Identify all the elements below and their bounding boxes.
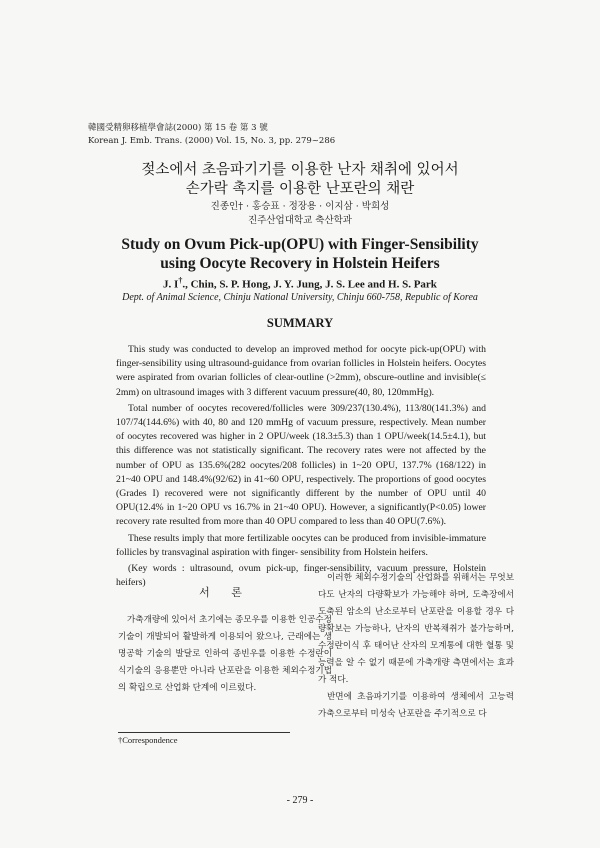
journal-line-english: Korean J. Emb. Trans. (2000) Vol. 15, No. 3, pp. 279~286 xyxy=(88,136,336,146)
korean-authors: 진종인† · 홍승표 · 정장용 · 이지삼 · 박희성 xyxy=(210,201,390,212)
journal-line-korean: 韓國受精卵移植學會誌(2000) 第 15 卷 第 3 號 xyxy=(88,123,268,133)
summary-paragraph-2: Total number of oocytes recovered/follicles were 309/237(130.4%), 113/80(141.3%) and 107/74(144.6%) with 40, 80 and 120 mmHg of vacuum pressure, respectively. Mean number of oocytes recovered was higher in 2 OPU/week (18.3±5.3) than 1 OPU/week(14.5±4.1), but this difference was not statistically significant. The recovery rates were not affected by the number of OPU as 135.6%(282 oocytes/208 follicles) in 1~20 OPU, 137.7% (168/122) in 21~40 OPU and 148.4%(92/62) in 41~60 OPU, respectively. The proportions of good oocytes (Grades I) recovered were not significantly different by the number of OPU until 40 OPU(12.4% in 1~20 OPU vs 16.7% in 21~40 OPU). However, a significantly(P<0.05) lower recovery rate resulted from more than 40 OPU compared to less than 40 OPU(7.6%). xyxy=(116,402,486,528)
korean-title-line-1: 젖소에서 초음파기기를 이용한 난자 채취에 있어서 xyxy=(141,162,459,178)
department-affiliation: Dept. of Animal Science, Chinju National University, Chinju 660-758, Republic of Korea xyxy=(122,292,478,303)
korean-title-line-2: 손가락 촉지를 이용한 난포란의 채란 xyxy=(185,181,415,197)
page-number: - 279 - xyxy=(286,795,314,806)
introduction-paragraph-3: 반면에 초음파기기를 이용하여 생체에서 고능력 가축으로부터 미성숙 난포란을 주기적으로 다 xyxy=(318,692,514,719)
left-column xyxy=(118,612,332,697)
summary-heading: SUMMARY xyxy=(266,316,334,330)
footnote-rule xyxy=(118,732,290,733)
summary-keywords: (Key words : ultrasound, ovum pick-up, finger-sensibility, vacuum pressure, Holstein heifers) xyxy=(116,563,486,589)
english-title-line-1: Study on Ovum Pick-up(OPU) with Finger-Sensibility xyxy=(121,236,479,253)
author-names: ., Chin, S. P. Hong, J. Y. Jung, J. S. Lee and H. S. Park xyxy=(182,278,437,291)
summary-abstract xyxy=(116,343,486,592)
footnote-correspondence: †Correspondence xyxy=(118,735,178,745)
journal-header xyxy=(88,122,335,148)
introduction-paragraph-1: 가축개량에 있어서 초기에는 종모우를 이용한 인공수정 기술이 개발되어 활발하게 이용되어 왔으나, 근래에는 생명공학 기술의 발달로 인하여 종빈우를 이용한 수정란이식기술의 응용뿐만 아니라 난포란을 이용한 체외수정기법의 확립으로 산업화 단계에 이르렀다. xyxy=(118,615,332,693)
introduction-paragraph-2: 이러한 체외수정기술의 산업화를 위해서는 무엇보다도 난자의 다량확보가 가능해야 하며, 도축장에서 도축된 암소의 난소로부터 난포란을 이용할 경우 다량확보는 가능하나, 난자의 반복채취가 불가능하며, 수정란이식 후 태어난 산자의 모계통에 대한 혈통 및 능력을 알 수 없기 때문에 가축개량 측면에서는 효과가 적다. xyxy=(318,573,514,685)
correspondence-mark: † xyxy=(178,276,183,285)
english-title-line-2: using Oocyte Recovery in Holstein Heifers xyxy=(160,255,440,272)
introduction-heading: 서 론 xyxy=(199,586,251,599)
summary-paragraph-1: This study was conducted to develop an improved method for oocyte pick-up(OPU) with finger-sensibility using ultrasound-guidance from ovarian follicles in Holstein heifers. Oocytes were aspirated from ovarian follicles of clear-outline (>2mm), obscure-outline and invisible(≤ 2mm) on ultrasound images with 3 different vacuum pressure(40, 80, 120mmHg). xyxy=(116,344,486,398)
english-authors xyxy=(0,276,600,291)
right-column xyxy=(318,570,514,723)
summary-paragraph-3: These results imply that more fertilizable oocytes can be produced from invisible-immature follicles by transvaginal aspiration with finger- sensibility from Holstein heifers. xyxy=(116,532,486,558)
author-initials: J. I xyxy=(163,278,179,291)
korean-affiliation: 진주산업대학교 축산학과 xyxy=(248,215,352,226)
